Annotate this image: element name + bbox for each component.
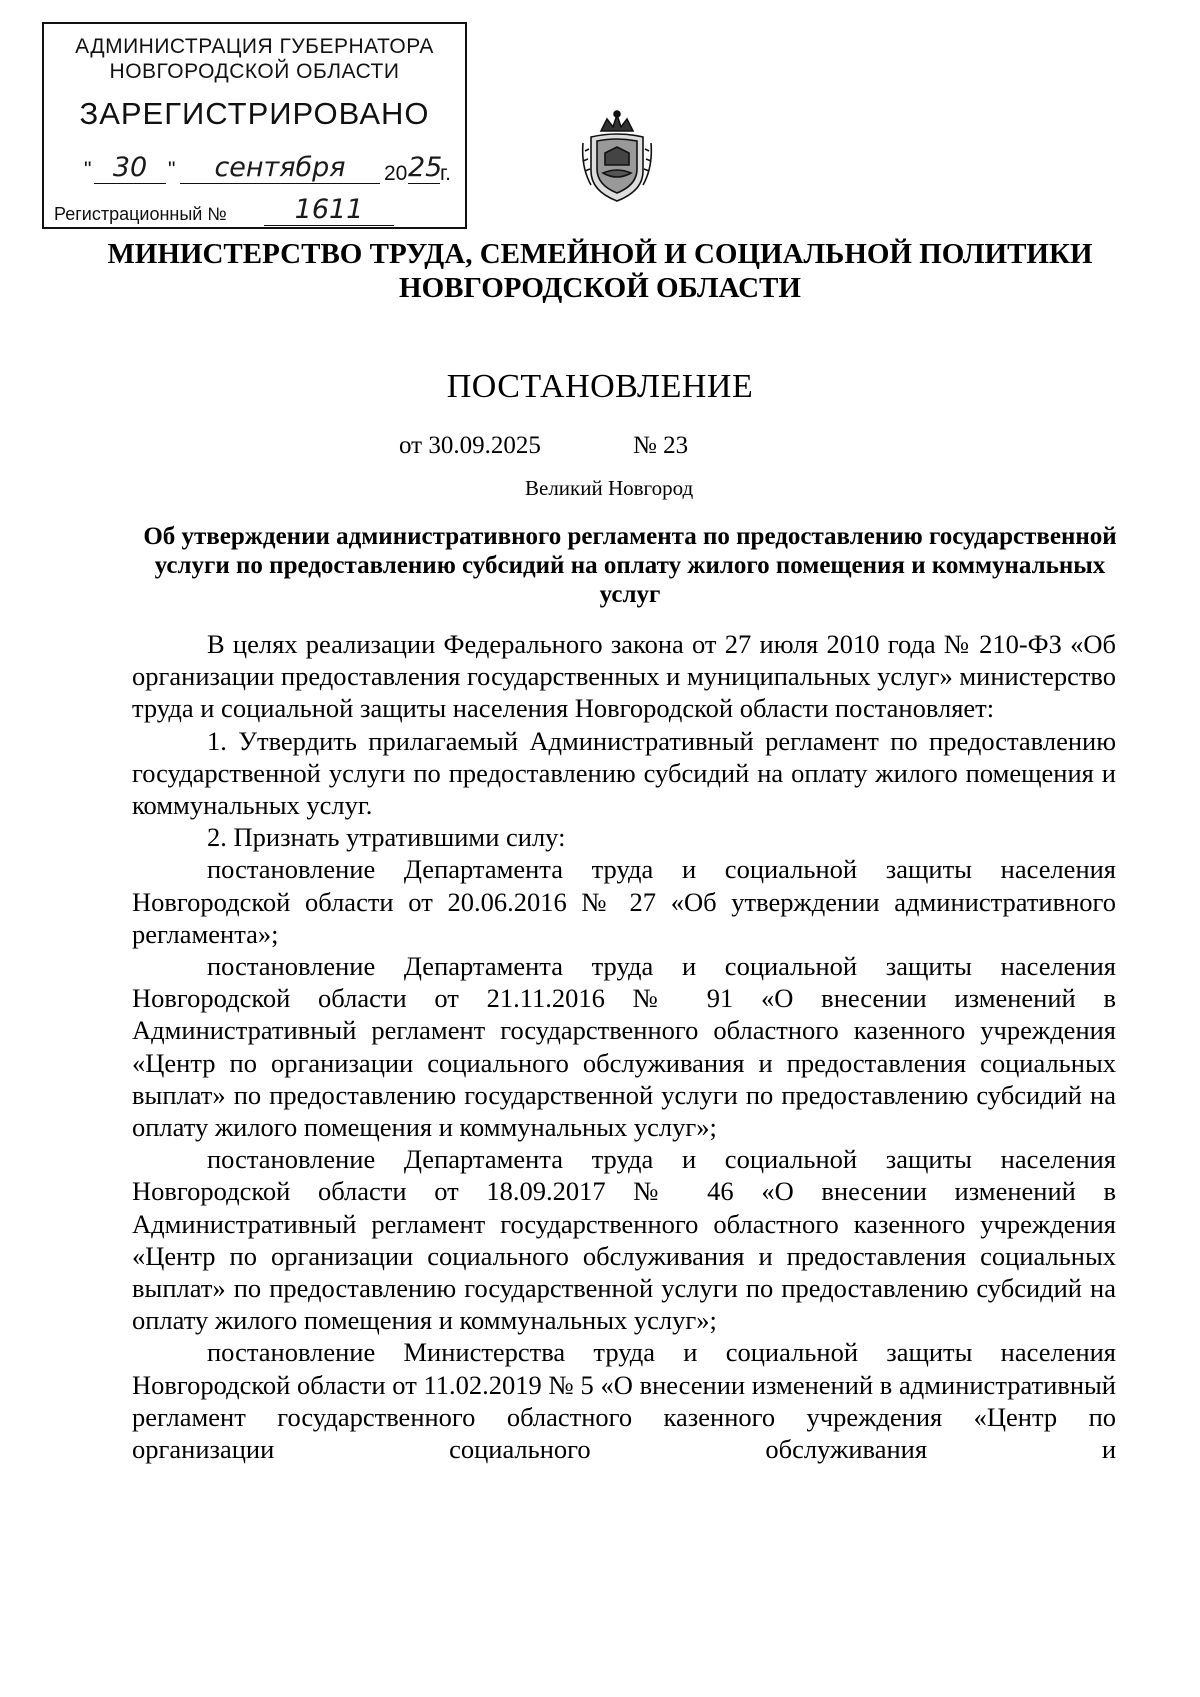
document-title: Об утверждении административного регламента по предоставлению государственной услуги по предоставлению субсидий на оплату жилого помещения и коммунальных услуг <box>143 523 1117 608</box>
document-body <box>132 628 1116 1465</box>
stamp-registered: ЗАРЕГИСТРИРОВАНО <box>79 96 430 131</box>
coat-of-arms-icon <box>577 107 657 207</box>
stamp-year-unit: г. <box>440 162 451 185</box>
document-type: ПОСТАНОВЛЕНИЕ <box>446 368 754 405</box>
paragraph-repeal-1: постановление Департамента труда и социальной защиты населения Новгородской области от 20.06.2016 № 27 «Об утверждении административного регламента»; <box>132 854 1116 949</box>
stamp-admin-line1: АДМИНИСТРАЦИЯ ГУБЕРНАТОРА <box>75 35 434 58</box>
stamp-administration <box>44 34 465 84</box>
stamp-quote-close: " <box>168 158 176 181</box>
stamp-day: 30 <box>94 152 166 184</box>
document-city: Великий Новгород <box>525 476 694 500</box>
stamp-date <box>84 152 454 188</box>
paragraph-repeal-4: постановление Министерства труда и социальной защиты населения Новгородской области от 11.02.2019 № 5 «О внесении изменений в административный регламент государственного областного казенного учреждения «Центр по организации социального обслуживания и <box>132 1337 1116 1465</box>
stamp-year-suffix: 25 <box>408 152 443 183</box>
stamp-quote-open: " <box>84 158 92 181</box>
document-number: № 23 <box>633 432 689 459</box>
stamp-reg-label: Регистрационный № <box>54 204 227 224</box>
paragraph-item-2: 2. Признать утратившими силу: <box>207 822 566 853</box>
paragraph-repeal-3: постановление Департамента труда и социальной защиты населения Новгородской области от 18.09.2017 № 46 «О внесении изменений в Административный регламент государственного областного казенного учреждения «Центр по организации социального обслуживания и предоставления социальных выплат» по предоставлению государственной услуги по предоставлению субсидий на оплату жилого помещения и коммунальных услуг»; <box>132 1144 1116 1336</box>
stamp-month: сентября <box>180 152 380 184</box>
paragraph-repeal-2: постановление Департамента труда и социальной защиты населения Новгородской области от 21.11.2016 № 91 «О внесении изменений в Административный регламент государственного областного казенного учреждения «Центр по организации социального обслуживания и предоставления социальных выплат» по предоставлению государственной услуги по предоставлению субсидий на оплату жилого помещения и коммунальных услуг»; <box>132 951 1116 1143</box>
paragraph-preamble: В целях реализации Федерального закона от 27 июля 2010 года № 210-ФЗ «Об организации предоставления государственных и муниципальных услуг» министерство труда и социальной защиты населения Новгородской области постановляет: <box>132 629 1116 724</box>
stamp-admin-line2: НОВГОРОДСКОЙ ОБЛАСТИ <box>109 60 400 83</box>
registration-stamp <box>42 22 467 229</box>
ministry-name-line1: МИНИСТЕРСТВО ТРУДА, СЕМЕЙНОЙ И СОЦИАЛЬНОЙ ПОЛИТИКИ <box>107 238 1093 270</box>
ministry-name-line2: НОВГОРОДСКОЙ ОБЛАСТИ <box>399 272 801 304</box>
stamp-year-prefix: 20 <box>384 162 408 185</box>
paragraph-item-1: 1. Утвердить прилагаемый Административный регламент по предоставлению государственной услуги по предоставлению субсидий на оплату жилого помещения и коммунальных услуг. <box>132 725 1116 821</box>
document-date: от 30.09.2025 <box>399 432 541 459</box>
stamp-registration-number <box>54 194 454 226</box>
stamp-reg-number: 1611 <box>264 194 394 226</box>
